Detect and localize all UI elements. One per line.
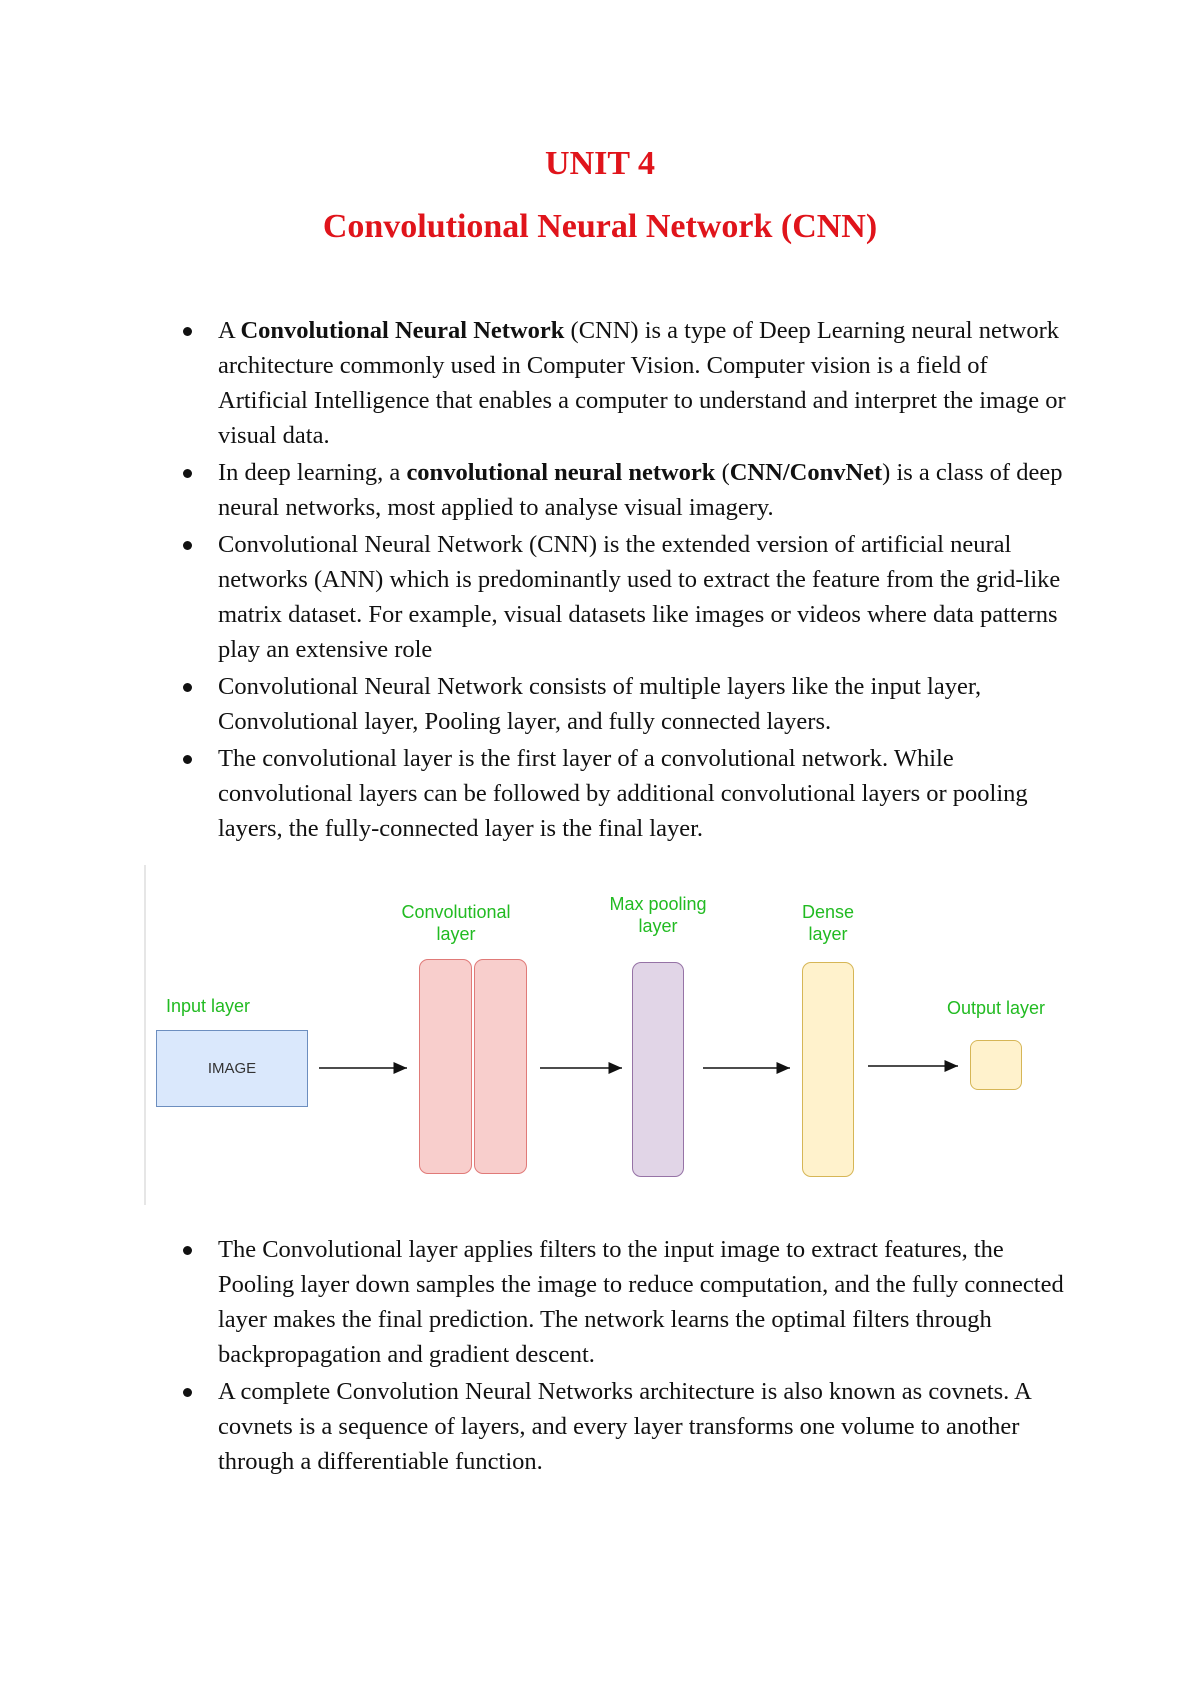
bullet-item xyxy=(0,313,1078,453)
conv-layer-label-line2: layer xyxy=(436,924,476,944)
bullet-icon xyxy=(183,469,192,478)
cnn-architecture-diagram xyxy=(144,865,1064,1205)
text-run: (CNN) is a type of Deep Learning neural network architecture commonly used in Computer Vision. Computer vision is a field of Artificial Intelligence that enables a computer to understand and interpret the image or visual data. xyxy=(218,317,1066,449)
pool-layer-label-line1: Max pooling xyxy=(609,894,707,914)
text-run: Convolutional Neural Network consists of multiple layers like the input layer, Convolutional layer, Pooling layer, and fully connected layers. xyxy=(218,673,982,735)
pool-layer-label-line2: layer xyxy=(638,916,678,936)
bullet-text xyxy=(218,673,981,735)
text-run: The convolutional layer is the first layer of a convolutional network. While convolutional layers can be followed by additional convolutional layers or pooling layers, the fully-connected layer is the final layer. xyxy=(218,745,1028,842)
bullet-item xyxy=(0,669,1078,739)
text-run: Convolutional Neural Network (CNN) is the extended version of artificial neural networks (ANN) which is predominantly used to extract the feature from the grid-like matrix dataset. For example, visual datasets like images or videos where data patterns play an extensive role xyxy=(218,531,1061,663)
text-run: A complete Convolution Neural Networks architecture is also known as covnets. A covnets is a sequence of layers, and every layer transforms one volume to another through a differentiable function. xyxy=(218,1378,1031,1475)
text-run: ) is a class of deep neural networks, most applied to analyse visual imagery. xyxy=(218,459,1063,521)
text-run: In deep learning, a xyxy=(218,459,407,486)
page-title: Convolutional Neural Network (CNN) xyxy=(322,208,878,245)
text-run: ( xyxy=(715,459,730,486)
bullet-text xyxy=(218,459,1062,521)
dense-layer-label-line1: Dense xyxy=(801,902,855,922)
bullet-text xyxy=(218,1378,1030,1475)
bullet-text xyxy=(218,317,1066,449)
bullet-text xyxy=(218,1236,1064,1368)
bullet-list-top xyxy=(0,313,1078,848)
bullet-item xyxy=(0,1232,1078,1372)
conv-layer-label-line1: Convolutional xyxy=(401,902,511,922)
input-image-box: IMAGE xyxy=(156,1030,308,1107)
bullet-item xyxy=(0,1374,1078,1479)
bold-term: Convolutional Neural Network xyxy=(240,317,565,344)
output-layer-label: Output layer xyxy=(946,998,1046,1018)
bullet-icon xyxy=(183,755,192,764)
bold-term: CNN/ConvNet xyxy=(729,459,883,486)
diagram-arrows xyxy=(144,865,1064,1205)
bullet-item xyxy=(0,741,1078,846)
text-run: A xyxy=(218,317,241,344)
bullet-icon xyxy=(183,1388,192,1397)
bullet-icon xyxy=(183,683,192,692)
input-layer-label: Input layer xyxy=(166,996,251,1016)
dense-layer-label-line2: layer xyxy=(808,924,848,944)
bullet-icon xyxy=(183,327,192,336)
bullet-item xyxy=(0,527,1078,667)
unit-heading: UNIT 4 xyxy=(545,145,655,182)
bullet-icon xyxy=(183,541,192,550)
text-run: The Convolutional layer applies filters to the input image to extract features, the Pooling layer down samples the image to reduce computation, and the fully connected layer makes the final prediction. The network learns the optimal filters through backpropagation and gradient descent. xyxy=(218,1236,1064,1368)
bullet-text xyxy=(218,531,1060,663)
bullet-icon xyxy=(183,1246,192,1255)
bullet-list-bottom xyxy=(0,1232,1078,1481)
bold-term: convolutional neural network xyxy=(406,459,716,486)
bullet-text xyxy=(218,745,1028,842)
bullet-item xyxy=(0,455,1078,525)
